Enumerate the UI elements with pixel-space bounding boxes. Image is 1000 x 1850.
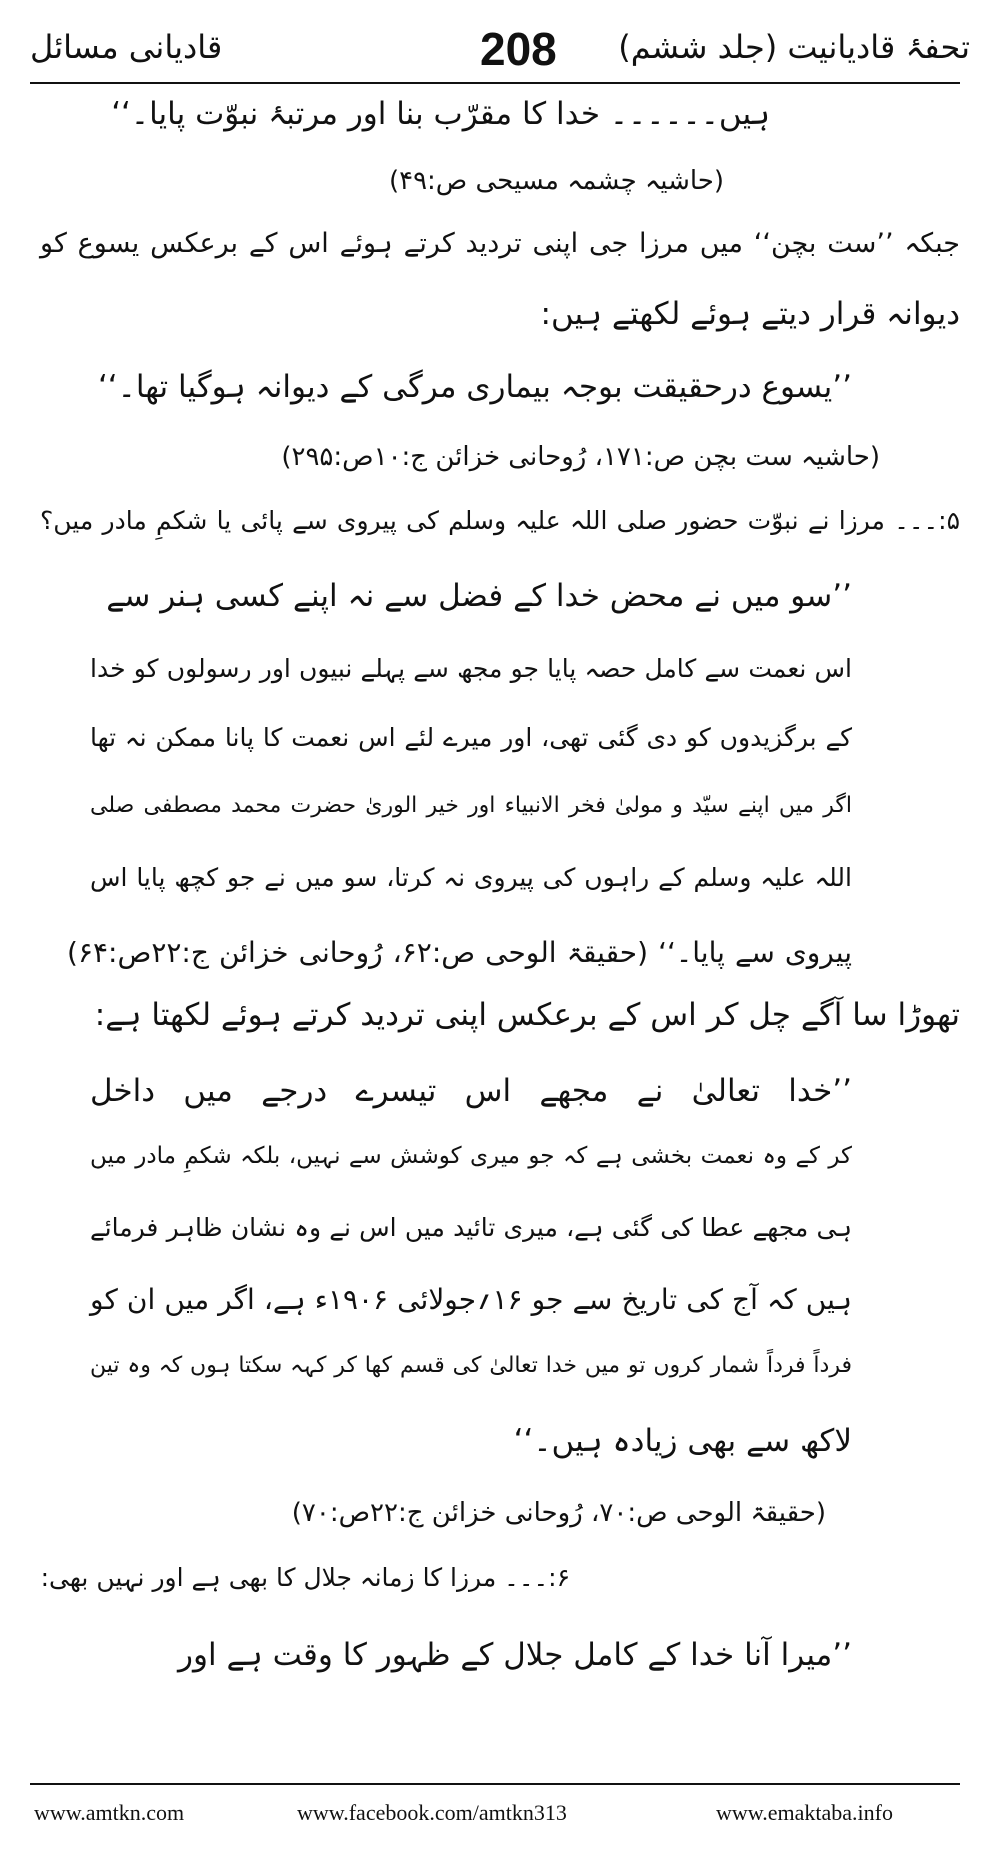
quote-line: لاکھ سے بھی زیادہ ہیں۔‘‘ [513,1423,852,1459]
heading-line: ۵:۔۔۔ مرزا نے نبوّت حضور صلی اللہ علیہ وسلم کی پیروی سے پائی یا شکمِ مادر میں؟ [40,506,960,535]
quote-line: پیروی سے پایا۔‘‘ (حقیقۃ الوحی ص:۶۲، رُوحانی خزائن ج:۲۲ص:۶۴) [67,936,853,969]
footer-link-emaktaba[interactable]: www.emaktaba.info [716,1800,893,1825]
heading-line: ۶:۔۔۔ مرزا کا زمانہ جلال کا بھی ہے اور نہیں بھی: [40,1563,570,1592]
text-line: تھوڑا سا آگے چل کر اس کے برعکس اپنی تردید کرتے ہوئے لکھتا ہے: [94,997,960,1033]
text-line: ہیں۔۔۔۔۔۔ خدا کا مقرّب بنا اور مرتبۂ نبوّت پایا۔‘‘ [111,96,770,132]
text-line: جبکہ ’’ست بچن‘‘ میں مرزا جی اپنی تردید کرتے ہوئے اس کے برعکس یسوع کو [40,228,960,259]
quote-line: کے برگزیدوں کو دی گئی تھی، اور میرے لئے اس نعمت کا پانا ممکن نہ تھا [90,723,852,752]
reference-line: (حاشیہ ست بچن ص:۱۷۱، رُوحانی خزائن ج:۱۰ص:۲۹۵) [281,442,880,472]
quote-line: ہیں کہ آج کی تاریخ سے جو ۱۶؍جولائی ۱۹۰۶ء ہے، اگر میں ان کو [90,1283,852,1316]
footer-link-amtkn[interactable]: www.amtkn.com [34,1800,185,1825]
quote-line: ہی مجھے عطا کی گئی ہے، میری تائید میں اس نے وہ نشان ظاہر فرمائے [90,1213,852,1242]
quote-line: اللہ علیہ وسلم کے راہوں کی پیروی نہ کرتا، سو میں نے جو کچھ پایا اس [90,863,852,892]
page-number: 208 [480,23,557,75]
quote-line: ’’سو میں نے محض خدا کے فضل سے نہ اپنے کسی ہنر سے [106,578,852,614]
quote-line: کر کے وہ نعمت بخشی ہے کہ جو میری کوشش سے نہیں، بلکہ شکمِ مادر میں [90,1143,852,1169]
quote-line: اس نعمت سے کامل حصہ پایا جو مجھ سے پہلے نبیوں اور رسولوں کو خدا [90,654,852,683]
quote-line: فرداً فرداً شمار کروں تو میں خدا تعالیٰ کی قسم کھا کر کہہ سکتا ہوں کہ وہ تین [90,1353,852,1378]
reference-line: (حقیقۃ الوحی ص:۷۰، رُوحانی خزائن ج:۲۲ص:۷۰) [291,1498,826,1528]
header-rule [30,82,960,84]
reference-line: (حاشیہ چشمہ مسیحی ص:۴۹) [388,166,724,196]
text-line: دیوانہ قرار دیتے ہوئے لکھتے ہیں: [540,296,960,332]
quote-line: ’’خدا تعالیٰ نے مجھے اس تیسرے درجے میں داخل [90,1073,852,1109]
book-title: تحفۂ قادیانیت (جلد ششم) [618,28,970,66]
footer-rule [30,1783,960,1785]
footer-link-facebook[interactable]: www.facebook.com/amtkn313 [297,1800,567,1825]
page-header [30,22,970,82]
quote-line: ’’یسوع درحقیقت بوجہ بیماری مرگی کے دیوانہ ہوگیا تھا۔‘‘ [97,369,852,405]
section-title: قادیانی مسائل [30,28,223,66]
quote-line: ’’میرا آنا خدا کے کامل جلال کے ظہور کا وقت ہے اور [178,1637,852,1673]
quote-line: اگر میں اپنے سیّد و مولیٰ فخر الانبیاء اور خیر الوریٰ حضرت محمد مصطفی صلی [90,793,852,818]
